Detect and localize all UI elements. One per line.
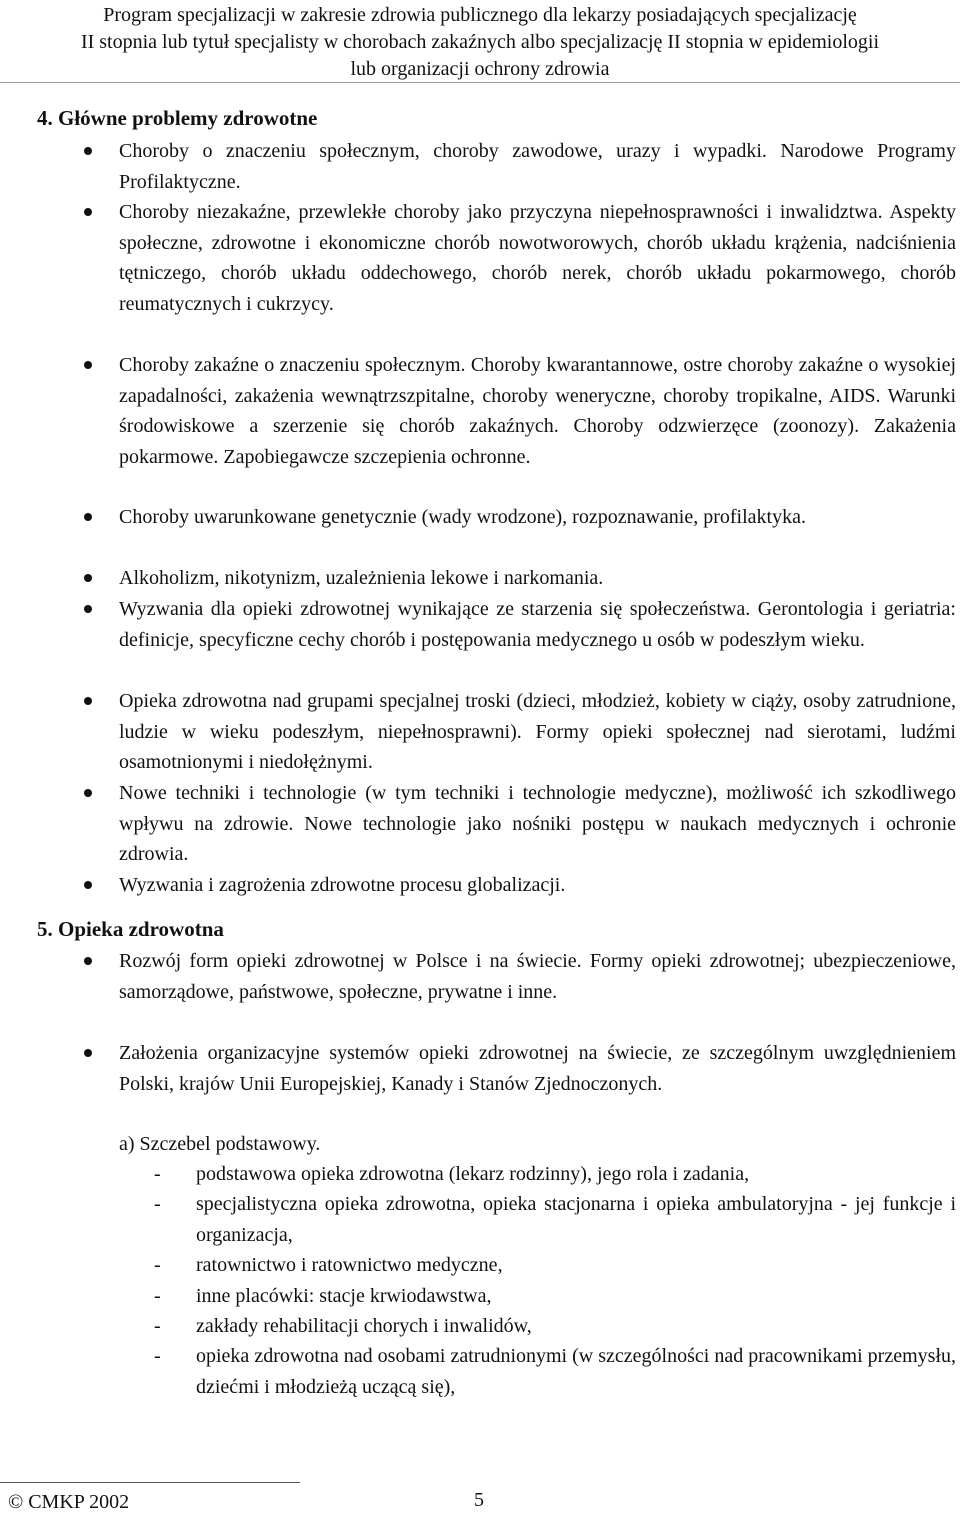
bullet-icon	[84, 789, 92, 797]
list-item-text: Rozwój form opieki zdrowotnej w Polsce i na świecie. Formy opieki zdrowotnej; ubezpieczeniowe, samorządowe, państwowe, społeczne, prywatne i inne.	[119, 950, 956, 1003]
bullet-icon	[84, 513, 92, 521]
list-item	[119, 686, 956, 778]
sublist-label: a) Szczebel podstawowy.	[119, 1133, 321, 1155]
dash-list-item-text: specjalistyczna opieka zdrowotna, opieka stacjonarna i opieka ambulatoryjna - jej funkcje i organizacja,	[196, 1193, 956, 1246]
dash-list-item-text: opieka zdrowotna nad osobami zatrudnionymi (w szczególności nad pracownikami przemysłu, dziećmi i młodzieżą uczącą się),	[196, 1345, 956, 1398]
list-item	[119, 197, 956, 319]
dash-list-item	[154, 1159, 956, 1190]
dash-list-item	[154, 1189, 956, 1250]
bullet-icon	[84, 574, 92, 582]
list-item	[119, 870, 956, 901]
list-item-text: Choroby niezakaźne, przewlekłe choroby jako przyczyna niepełnosprawności i inwalidztwa. Aspekty społeczne, zdrowotne i ekonomiczne chorób nowotworowych, chorób układu krążenia, nadciśnienia tętniczego, chorób układu oddechowego, chorób nerek, chorób układu pokarmowego, chorób reumatycznych i cukrzycy.	[119, 201, 956, 315]
bullet-icon	[84, 147, 92, 155]
section-4-heading: 4. Główne problemy zdrowotne	[37, 106, 318, 130]
list-item	[119, 1038, 956, 1099]
list-item-text: Choroby o znaczeniu społecznym, choroby zawodowe, urazy i wypadki. Narodowe Programy Profilaktyczne.	[119, 140, 956, 193]
list-item	[119, 594, 956, 655]
list-item	[119, 350, 956, 472]
dash-marker: -	[154, 1163, 161, 1185]
list-item-text: Założenia organizacyjne systemów opieki zdrowotnej na świecie, ze szczególnym uwzględnieniem Polski, krajów Unii Europejskiej, Kanady i Stanów Zjednoczonych.	[119, 1042, 956, 1095]
dash-list-item	[154, 1341, 956, 1402]
dash-list-item-text: ratownictwo i ratownictwo medyczne,	[196, 1254, 503, 1276]
section-5-heading: 5. Opieka zdrowotna	[37, 917, 224, 941]
list-item-text: Wyzwania dla opieki zdrowotnej wynikające ze starzenia się społeczeństwa. Gerontologia i geriatria: definicje, specyficzne cechy chorób i postępowania medycznego u osób w podeszłym wieku.	[119, 598, 956, 651]
bullet-icon	[84, 881, 92, 889]
page-header	[0, 0, 960, 83]
bullet-icon	[84, 697, 92, 705]
header-line-2: II stopnia lub tytuł specjalisty w chorobach zakaźnych albo specjalizację II stopnia w epidemiologii	[80, 31, 880, 53]
list-item	[119, 136, 956, 197]
dash-list-item	[154, 1281, 956, 1312]
list-item	[119, 563, 956, 594]
dash-marker: -	[154, 1285, 161, 1307]
list-item-text: Alkoholizm, nikotynizm, uzależnienia lekowe i narkomania.	[119, 567, 604, 589]
list-item-text: Nowe techniki i technologie (w tym techniki i technologie medyczne), możliwość ich szkodliwego wpływu na zdrowie. Nowe technologie jako nośniki postępu w naukach medycznych i ochronie zdrowia.	[119, 782, 956, 865]
footer-copyright: © CMKP 2002	[8, 1491, 130, 1513]
list-item	[119, 502, 956, 533]
dash-marker: -	[154, 1254, 161, 1276]
bullet-icon	[84, 1049, 92, 1057]
bullet-icon	[84, 957, 92, 965]
list-item-text: Choroby uwarunkowane genetycznie (wady wrodzone), rozpoznawanie, profilaktyka.	[119, 506, 806, 528]
dash-list-item-text: inne placówki: stacje krwiodawstwa,	[196, 1285, 492, 1307]
header-line-1: Program specjalizacji w zakresie zdrowia publicznego dla lekarzy posiadających specjalizację	[103, 4, 857, 26]
dash-list-item	[154, 1250, 956, 1281]
footer-divider	[0, 1482, 300, 1483]
list-item-text: Choroby zakaźne o znaczeniu społecznym. Choroby kwarantannowe, ostre choroby zakaźne o wysokiej zapadalności, zakażenia wewnątrzszpitalne, choroby weneryczne, choroby tropikalne, AIDS. Warunki środowiskowe a szerzenie się chorób zakaźnych. Choroby odzwierzęce (zoonozy). Zakażenia pokarmowe. Zapobiegawcze szczepienia ochronne.	[119, 354, 956, 468]
dash-list-item-text: podstawowa opieka zdrowotna (lekarz rodzinny), jego rola i zadania,	[196, 1163, 750, 1185]
list-item	[119, 778, 956, 870]
page-number: 5	[474, 1489, 484, 1511]
header-line-3: lub organizacji ochrony zdrowia	[350, 58, 610, 80]
dash-marker: -	[154, 1345, 161, 1367]
bullet-icon	[84, 605, 92, 613]
dash-marker: -	[154, 1193, 161, 1215]
list-item-text: Wyzwania i zagrożenia zdrowotne procesu globalizacji.	[119, 874, 566, 896]
dash-list-item	[154, 1311, 956, 1342]
dash-marker: -	[154, 1315, 161, 1337]
list-item-text: Opieka zdrowotna nad grupami specjalnej troski (dzieci, młodzież, kobiety w ciąży, osoby zatrudnione, ludzie w wieku podeszłym, niepełnosprawni). Formy opieki społecznej nad sierotami, ludźmi osamotnionymi i niedołężnymi.	[119, 690, 956, 773]
dash-list-item-text: zakłady rehabilitacji chorych i inwalidów,	[196, 1315, 532, 1337]
bullet-icon	[84, 208, 92, 216]
list-item	[119, 946, 956, 1007]
bullet-icon	[84, 361, 92, 369]
